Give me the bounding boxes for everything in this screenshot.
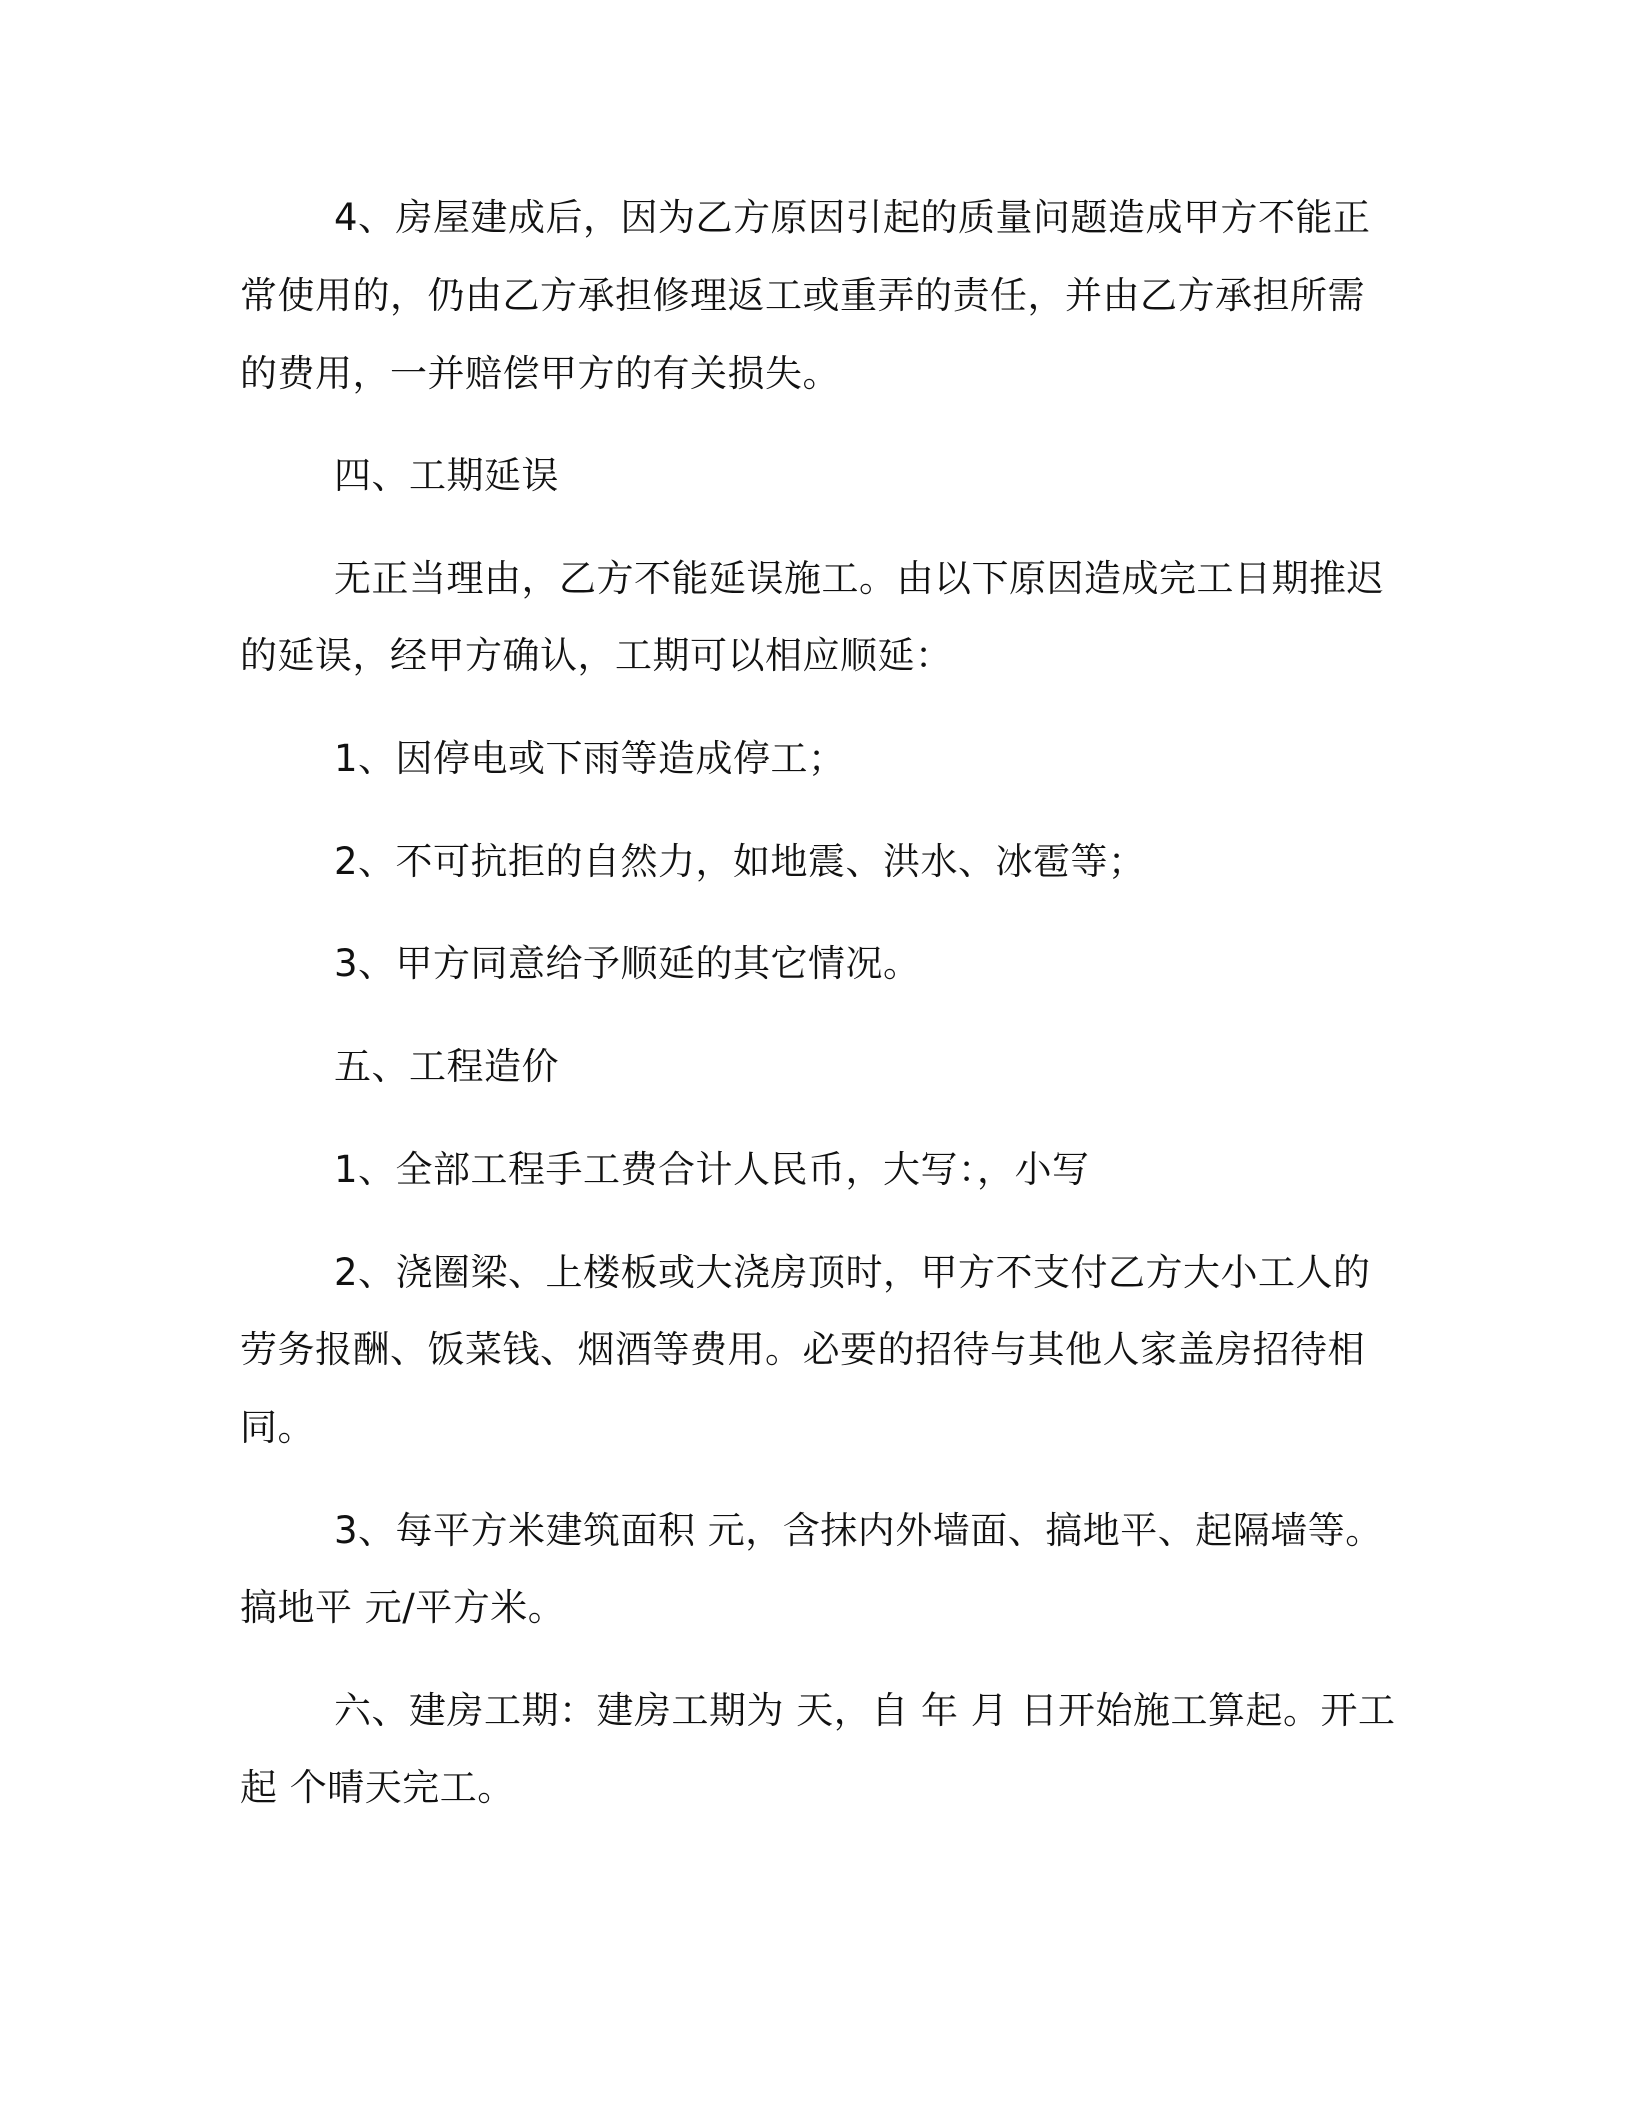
list-item: 1、全部工程手工费合计人民币，大写：，小写 (334, 1148, 1090, 1191)
paragraph-line: 无正当理由，乙方不能延误施工。由以下原因造成完工日期推迟 (334, 557, 1384, 600)
paragraph-line: 的费用，一并赔偿甲方的有关损失。 (240, 352, 840, 395)
paragraph-line: 4、房屋建成后，因为乙方原因引起的质量问题造成甲方不能正 (334, 196, 1371, 239)
list-item: 2、不可抗拒的自然力，如地震、洪水、冰雹等； (334, 840, 1146, 883)
paragraph-line: 起 个晴天完工。 (240, 1766, 515, 1809)
section-heading: 五、工程造价 (334, 1045, 559, 1088)
list-item: 3、甲方同意给予顺延的其它情况。 (334, 942, 921, 985)
paragraph-line: 六、建房工期：建房工期为 天，自 年 月 日开始施工算起。开工 (334, 1689, 1396, 1732)
paragraph-line: 的延误，经甲方确认，工期可以相应顺延： (240, 634, 953, 677)
paragraph-line: 2、浇圈梁、上楼板或大浇房顶时，甲方不支付乙方大小工人的 (334, 1251, 1371, 1294)
paragraph-line: 劳务报酬、饭菜钱、烟酒等费用。必要的招待与其他人家盖房招待相 (240, 1328, 1365, 1371)
paragraph-line: 3、每平方米建筑面积 元，含抹内外墙面、搞地平、起隔墙等。 (334, 1509, 1383, 1552)
list-item: 1、因停电或下雨等造成停工； (334, 737, 846, 780)
paragraph-line: 搞地平 元/平方米。 (240, 1586, 566, 1629)
paragraph-line: 常使用的，仍由乙方承担修理返工或重弄的责任，并由乙方承担所需 (240, 274, 1365, 317)
section-heading: 四、工期延误 (334, 454, 559, 497)
paragraph-line: 同。 (240, 1406, 315, 1449)
